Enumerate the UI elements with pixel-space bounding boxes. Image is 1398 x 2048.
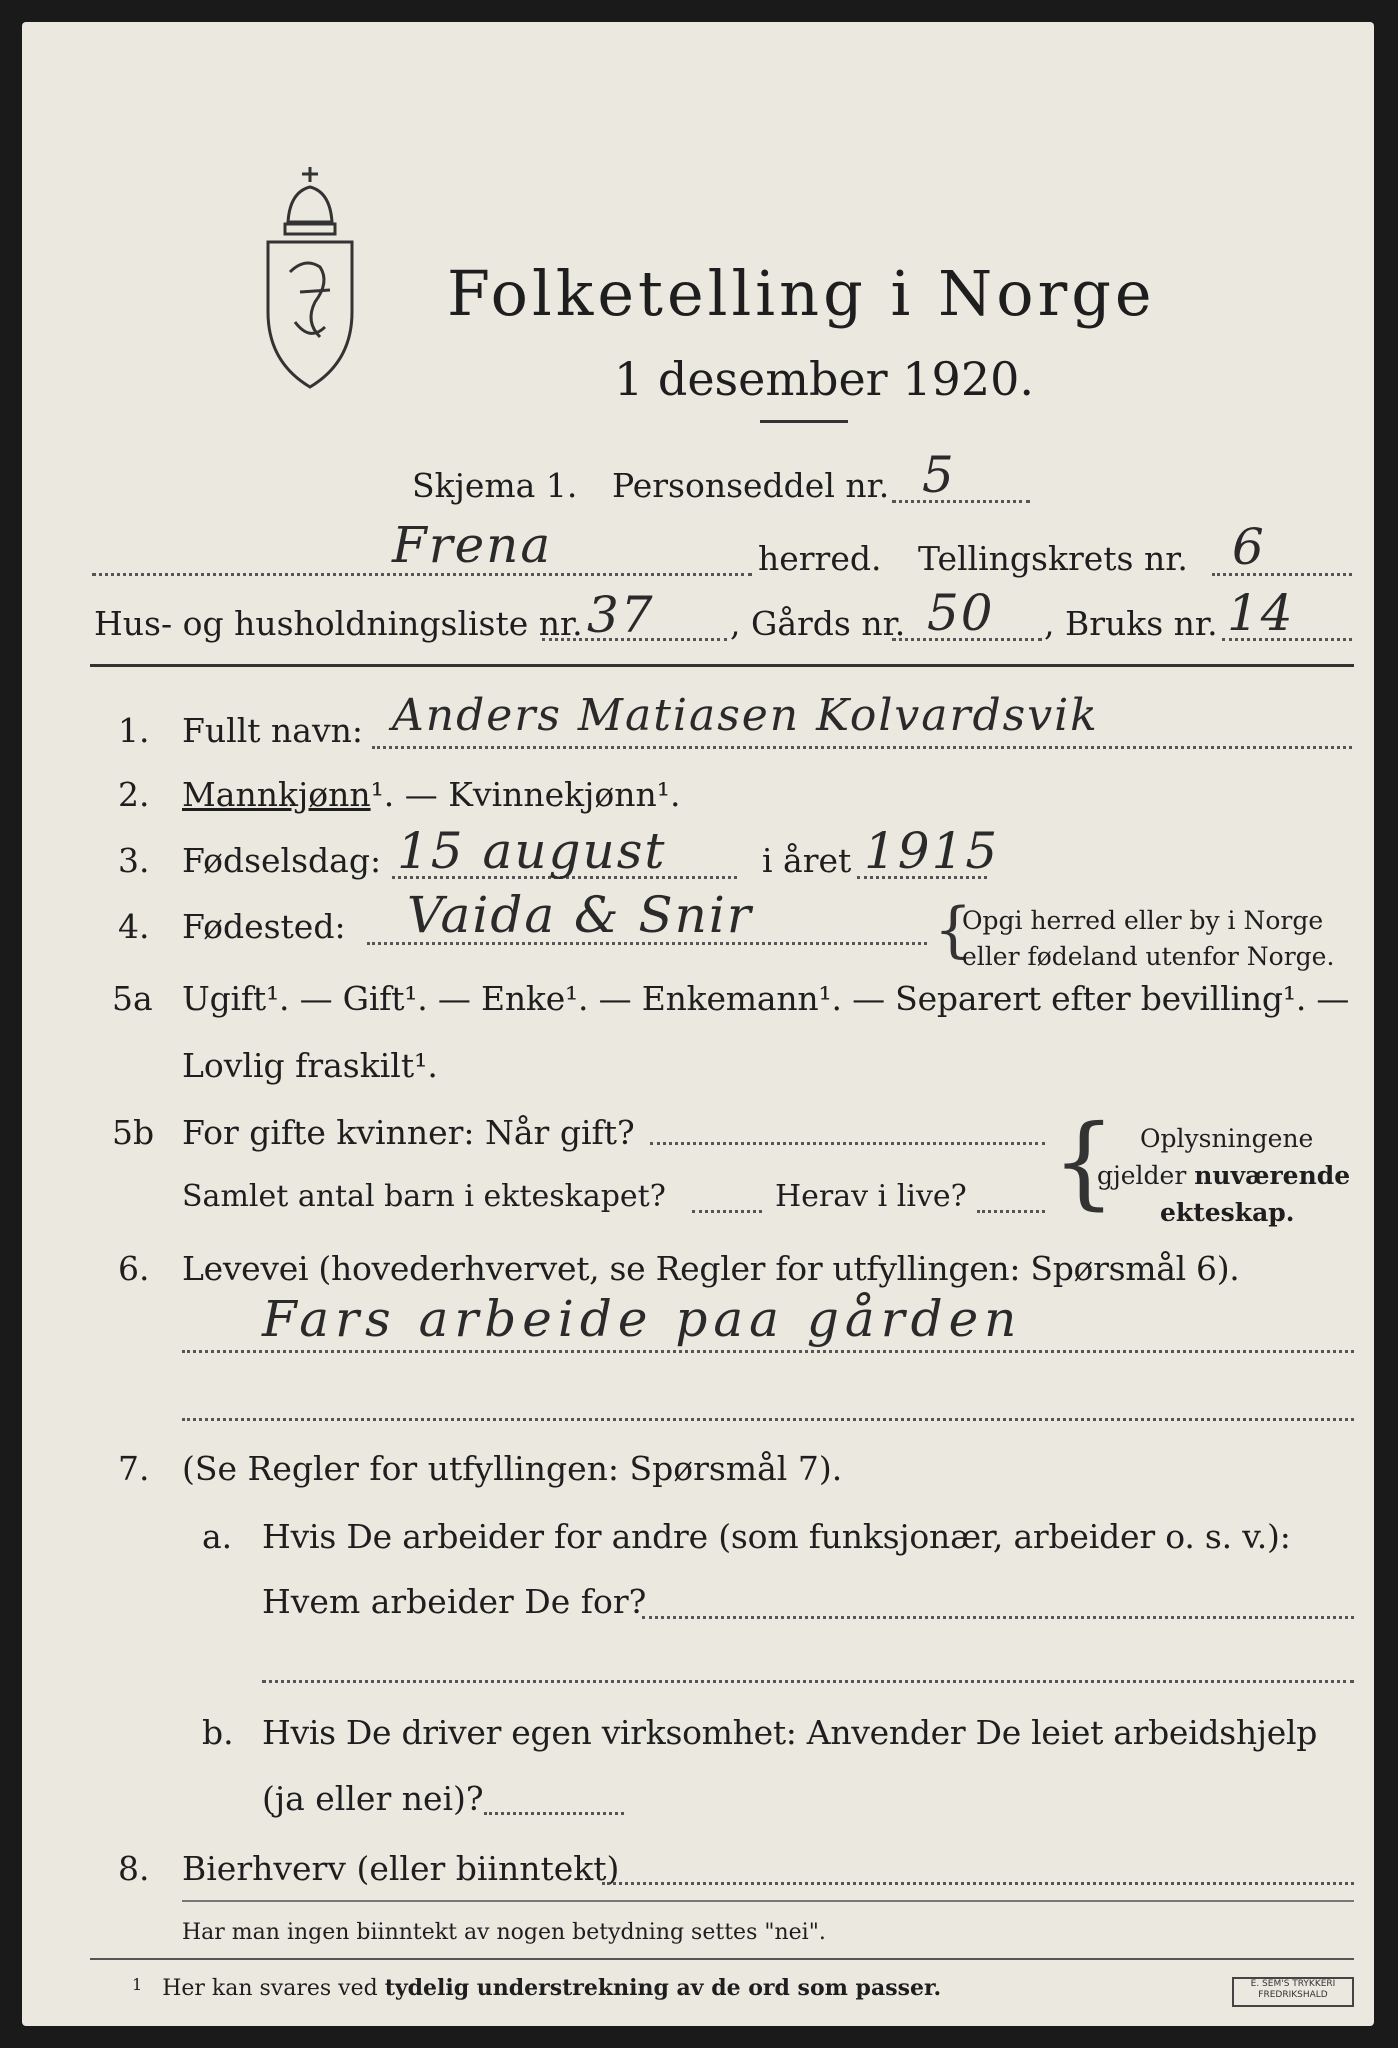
q7a-line-2: Hvem arbeider De for? [262,1582,647,1621]
q7b-answer-line [484,1812,624,1815]
q8-label: Bierhverv (eller biinntekt) [182,1849,620,1888]
q2-options [182,775,681,814]
q5b-married-label: For gifte kvinner: Når gift? [182,1113,635,1152]
q7a-letter: a. [202,1517,233,1556]
footnote-text-a: Her kan svares ved [162,1976,385,2001]
header-divider [90,664,1354,667]
q3-year-value[interactable]: 1915 [864,822,1000,880]
q1-line [372,746,1352,749]
q5b-note-2 [1097,1163,1350,1188]
q5b-children-label: Samlet antal barn i ekteskapet? [182,1179,666,1214]
q5b-alive-label: Herav i live? [775,1179,967,1214]
q3-label: Fødselsdag: [182,841,382,880]
q2-male-option[interactable]: Mannkjønn [182,775,371,814]
personseddel-label: Personseddel nr. [612,466,890,505]
q1-value[interactable]: Anders Matiasen Kolvardsvik [392,690,1099,741]
census-form-page [22,22,1374,2026]
q3-number: 3. [118,841,150,880]
q7b-line-1: Hvis De driver egen virksomhet: Anvender De leiet arbeidshjelp [262,1713,1318,1752]
q1-number: 1. [118,711,150,750]
q4-label: Fødested: [182,907,346,946]
q4-value[interactable]: Vaida & Snir [407,886,753,944]
hus-label: Hus- og husholdningsliste nr. [94,604,583,643]
tellingskrets-value[interactable]: 6 [1232,518,1266,576]
q5b-alive-line [977,1210,1045,1213]
q5b-note-2a: gjelder [1097,1161,1195,1190]
q3-value[interactable]: 15 august [397,822,667,880]
q3-year-label: i året [762,841,852,880]
norwegian-coat-of-arms-icon [250,162,370,392]
footnote-number: 1 [132,1975,143,1994]
q5b-note-1: Oplysningene [1140,1124,1314,1153]
herred-value[interactable]: Frena [392,516,553,574]
q7b-letter: b. [202,1713,234,1752]
q6-line-2 [182,1418,1354,1421]
q5b-note-2b: nuværende [1194,1161,1351,1190]
bruks-value[interactable]: 14 [1227,584,1295,642]
q5a-options[interactable]: Ugift¹. — Gift¹. — Enke¹. — Enkemann¹. — Separert efter bevilling¹. — [182,979,1350,1018]
q7b-line-2: (ja eller nei)? [262,1779,484,1818]
q2-end: ¹. [656,775,681,814]
q2-separator: ¹. — [370,775,449,814]
footnote-text-b: tydelig understrekning av de ord som passer. [384,1975,942,2001]
footer-divider [182,1900,1354,1902]
q7-label: (Se Regler for utfyllingen: Spørsmål 7). [182,1449,843,1488]
hus-value[interactable]: 37 [587,586,655,644]
census-date: 1 desember 1920. [614,352,1034,406]
q4-note-2: eller fødeland utenfor Norge. [962,942,1335,971]
personseddel-line [892,500,1030,503]
q5b-children-line [692,1210,762,1213]
q5b-brace: { [1052,1103,1116,1220]
q8-number: 8. [118,1849,150,1888]
herred-label: herred. [758,539,882,578]
q4-number: 4. [118,907,150,946]
q7a-line-1: Hvis De arbeider for andre (som funksjonær, arbeider o. s. v.): [262,1517,1291,1556]
footnote [132,1977,941,2000]
q4-brace: { [934,895,973,965]
q5b-married-line [650,1142,1045,1145]
schema-label: Skjema 1. [412,466,578,505]
footer-note: Har man ingen biinntekt av nogen betydning settes "nei". [182,1920,826,1945]
q1-label: Fullt navn: [182,711,363,750]
form-title: Folketelling i Norge [447,257,1156,330]
q6-number: 6. [118,1249,150,1288]
bruks-label: , Bruks nr. [1044,604,1218,643]
q6-value[interactable]: Fars arbeide paa gården [262,1290,1023,1348]
tellingskrets-label: Tellingskrets nr. [918,539,1188,578]
q7a-answer-line-1 [642,1616,1354,1619]
title-divider [760,420,848,423]
q2-number: 2. [118,775,150,814]
q2-female-option[interactable]: Kvinnekjønn [448,775,657,814]
gards-label: , Gårds nr. [730,604,906,643]
q6-label: Levevei (hovederhvervet, se Regler for utfyllingen: Spørsmål 6). [182,1249,1240,1288]
personseddel-value[interactable]: 5 [922,446,956,504]
q5a-options-line2[interactable]: Lovlig fraskilt¹. [182,1046,438,1085]
gards-value[interactable]: 50 [927,584,995,642]
q6-line-1 [182,1350,1354,1353]
q5b-note-3: ekteskap. [1160,1198,1295,1227]
q7-number: 7. [118,1449,150,1488]
footnote-divider [90,1958,1354,1960]
q8-line [602,1882,1354,1885]
q5b-number: 5b [112,1113,155,1152]
printer-stamp: E. SEM'S TRYKKERI FREDRIKSHALD [1232,1977,1354,2007]
q4-note-1: Opgi herred eller by i Norge [962,906,1324,935]
q7a-answer-line-2 [262,1680,1354,1683]
q5a-number: 5a [112,979,153,1018]
